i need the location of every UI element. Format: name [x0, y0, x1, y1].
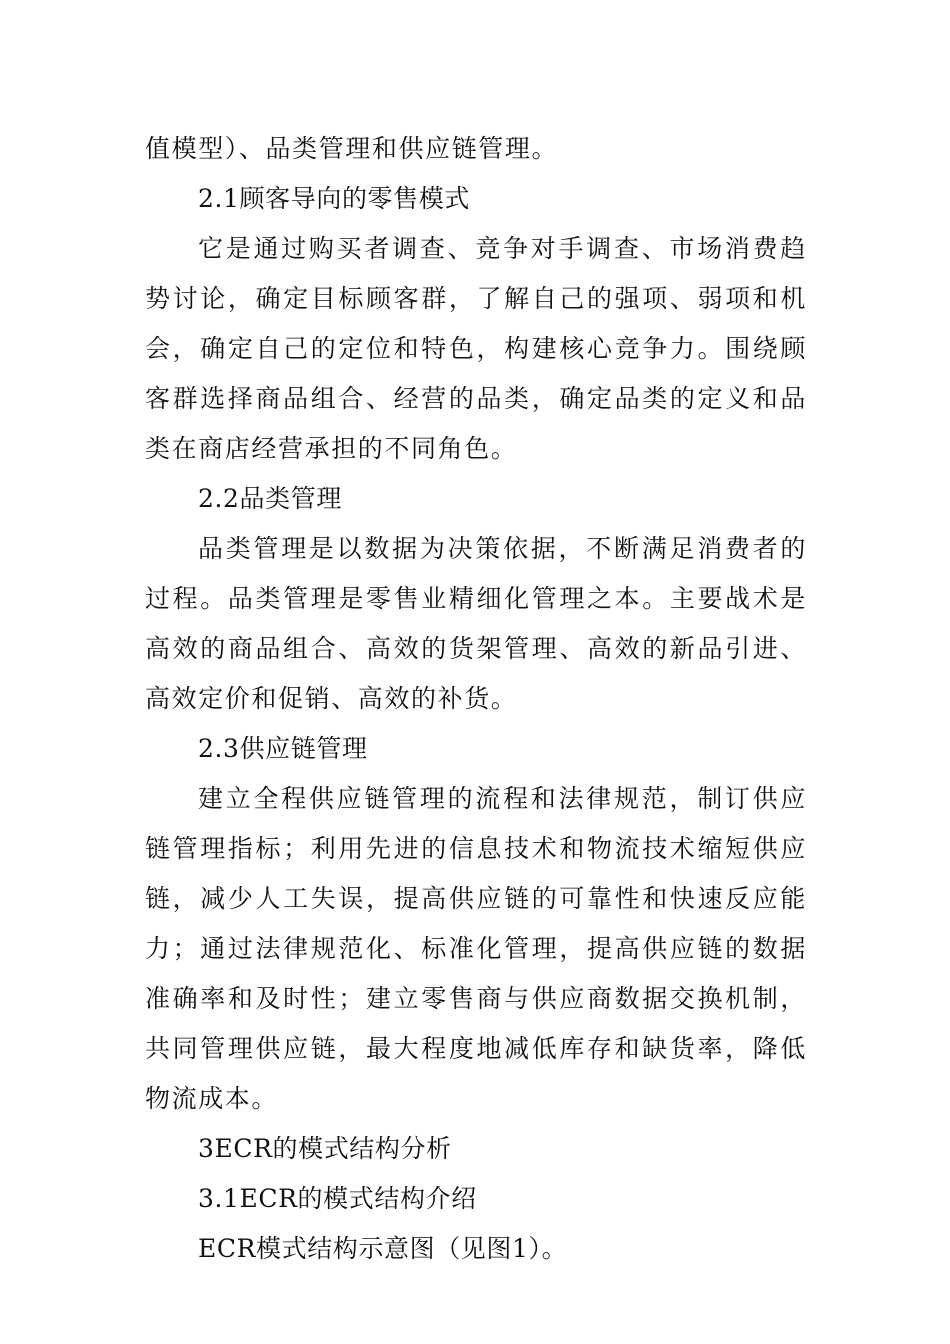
section-heading-3-1: 3.1ECR的模式结构介绍 — [198, 1184, 477, 1213]
section-heading-3: 3ECR的模式结构分析 — [198, 1134, 452, 1163]
paragraph-supply-chain: 建立全程供应链管理的流程和法律规范，制订供应链管理指标；利用先进的信息技术和物流技术缩短供应链，减少人工失误，提高供应链的可靠性和快速反应能力；通过法律规范化、标准化管理，提高供应链的数据准确率和及时性；建立零售商与供应商数据交换机制，共同管理供应链，最大程度地减低库存和缺货率，降低物流成本。 — [145, 784, 807, 1113]
paragraph-continuation: 值模型）、品类管理和供应链管理。 — [145, 134, 559, 163]
document-body — [145, 124, 807, 1274]
paragraph-category-management: 品类管理是以数据为决策依据，不断满足消费者的过程。品类管理是零售业精细化管理之本。主要战术是高效的商品组合、高效的货架管理、高效的新品引进、高效定价和促销、高效的补货。 — [145, 534, 807, 713]
paragraph-customer-oriented: 它是通过购买者调查、竞争对手调查、市场消费趋势讨论，确定目标顾客群，了解自己的强项、弱项和机会，确定自己的定位和特色，构建核心竞争力。围绕顾客群选择商品组合、经营的品类，确定品类的定义和品类在商店经营承担的不同角色。 — [145, 234, 807, 463]
section-heading-2-2: 2.2品类管理 — [198, 484, 342, 513]
paragraph-figure-reference: ECR模式结构示意图（见图1）。 — [198, 1234, 568, 1263]
section-heading-2-1: 2.1顾客导向的零售模式 — [198, 184, 470, 213]
section-heading-2-3: 2.3供应链管理 — [198, 734, 368, 763]
